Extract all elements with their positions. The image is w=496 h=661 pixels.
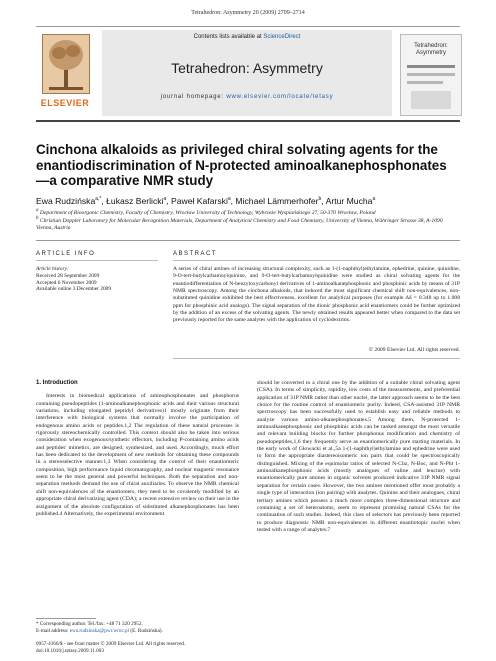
author-name[interactable]: Paweł Kafarski [171,196,228,206]
sciencedirect-link[interactable]: ScienceDirect [263,34,301,40]
author-name[interactable]: Artur Mucha [325,196,373,206]
abstract-text: A series of chiral amines of increasing structural complexity, such as 1-(1-naphthyl)ethylamine, ephedrine, quinine, quinidine, 9-O-tert-butylcarbamoylquinine, and 9-O-tert-butylcarbamoylquinidine were studied as chiral solvating agents for the enantiodifferentiation of N-benzyloxycarbonyl derivatives of 1-aminoalkanephosphonic and phosphinic acids by means of 31P NMR spectroscopy. Among the cinchona alkaloids, that induced the most significant chemical shift non-equivalences, non-substituted quinidine exhibited the best effectiveness, excellent for analytical purposes (for example Δδ = 0.348 up to 1.008 ppm for phosphinic acid analogs). The signal separation of the dionic phosphonic acid enantiomers could be further optimized by the addition of an excess of the solvating agents. The newly obtained results appeared better when compared to the data set previously reported for the same analytes with the application of cyclodextrins. [173,266,460,324]
author-affil-mark: a [163,196,167,203]
abstract-rule [173,260,460,261]
journal-cover-thumbnail [400,34,462,116]
cover-title: Tetrahedron: Asymmetry [414,43,448,56]
footnote-contact: * Corresponding author. Tel./fax: +48 71 320 2952. [36,621,143,627]
affiliation-mark: b [36,216,39,222]
article-info-heading: ARTICLE INFO [36,251,96,257]
article-title: Cinchona alkaloids as privileged chiral solvating agents for the enantiodiscrimination of N-protected aminoalkanephosphonates—a comparative NMR study [36,142,447,188]
article-history [36,266,158,293]
affiliation-mark: a [36,208,39,214]
author-affil-mark: a,* [95,196,102,203]
running-head: Tetrahedron: Asymmetry 20 (2009) 2709–2714 [191,10,305,16]
affiliation-b [36,218,460,232]
journal-title: Tetrahedron: Asymmetry [171,60,323,76]
section-divider [36,240,460,241]
cover-decoration [411,91,451,109]
affiliation-text: Department of Bioorganic Chemistry, Faculty of Chemistry, Wrocław University of Technology, Wybrzeże Wyspiańskiego 27, 50-370 Wrocław, Poland [39,210,376,216]
journal-masthead [36,26,460,124]
author-affil-mark: b [318,196,322,203]
contents-line [102,34,392,40]
author-affil-mark: a [372,196,376,203]
history-heading: Article history: [36,266,69,272]
email-suffix: (E. Rudzińska). [129,627,163,634]
author-email-link[interactable]: ewa.rudzinska@pwr.wroc.pl [69,627,130,634]
footnote-email-line [36,628,239,635]
author-name[interactable]: Łukasz Berlicki [106,196,164,206]
contents-box [102,30,392,116]
homepage-prefix: journal homepage: [160,94,227,100]
cover-decoration [407,73,455,76]
author-list: Ewa Rudzińska$^{a,*}$, Łukasz Berlicki$^a$, Paweł Kafarski$^a$, Michael Lämmerhofer$^b$, Artur Mucha$^a$ [36,196,376,206]
email-prefix: E-mail address: [36,627,70,634]
author-name[interactable]: Michael Lämmerhofer [235,196,319,206]
contents-prefix: Contents lists available at [193,34,264,40]
issn-line: 0957-4166/$ - see front matter © 2009 Elsevier Ltd. All rights reserved. [36,641,186,647]
publication-info [36,641,239,654]
history-accepted: Accepted 6 November 2009 [36,279,97,286]
abstract-heading: ABSTRACT [173,251,218,257]
doi-link[interactable]: doi:10.1016/j.tetasy.2009.11.003 [36,647,104,654]
footnote-rule [36,618,96,619]
masthead-top-rule [36,26,460,27]
introduction-paragraph: Interests in biomedical applications of aminophosphonates and phosphorus containing pseudopeptides (1-aminoalkanephosphonic acids and their various structural variations, including elongated peptidyl derivatives)1 mostly originate from their interference with biological systems that normally involve the participation of endogenous amino acids or peptides.1,2 The regulation of these natural processes is rigorously stereochemically controlled. This context should also be taken into serious consideration when exogenous/synthetic effectors, including P-containing amino acids and peptides' mimetics, are designed, synthesized, and used. Accordingly, much effort has been dedicated to the development of new methods for obtaining these compounds in a stereoselective manner.1,3 When considering the control of their enantiomeric composition, high performance liquid chromatography, and nuclear magnetic resonance seem to be the most general and powerful techniques. Both the separation and non-separation methods demand the use of chiral auxiliaries. To observe the NMR chemical shift non-equivalences of the enantiomers, they need to be covalently modified by an appropriate chiral derivatizing agent (CDA); a recent extensive review on their use in the assignment of the absolute configuration of substituted alkanephosphonates has been published.4 Alternatively, the experimental environment [36,393,239,517]
introduction-paragraph-continued: should be converted to a chiral one by the addition of a suitable chiral solvating agent (CSA). In terms of simplicity, rapidity, low costs of the measurements, and preferential application of 31P NMR rather than other nuclei, the latter approach seems to be the best choice for the routine control of enantiomeric purity. Indeed, CSA-assisted 31P NMR spectroscopy has been successfully used to establish easy and reliable methods to analyze various amino-alkanephosphonates.5 Among them, N-protected 1-aminoalkanephosphonic and phosphinic acids can be ranked amongst the most versatile and relevant building blocks for further phosphonus modification and chemistry of pseudopeptides,1,6 they frequently serve as enantiomerically pure starting materials. In the early work of Głowacki et al.,5a 1-(1-naphthyl)ethylamine and ephedrine were used to form the appropriate diastereoisomeric ion pairs that could be spectroscopically distinguished. Mixing of the equimolar ratios of selected N-Cbz, N-Boc, and N-Pht 1-aminoalkanephosphonic acids (mostly analogues of valine and leucine) with enantiomerically pure amines in organic solvents produced indicative 31P NMR signal separation for certain cases. However, the two amines mentioned offer most probably a single type of interaction (ion pairing) with analytes. Quinine and their analogues, chiral tertiary amines which possess a much more complex three-dimensional structure and containing a set of heteroatoms, seem to represent promising natural CSAs for the continuation of such studies. Indeed, this class of selectors has previously been reported to produce diagnostic NMR non-equivalences in different enantiotopic nuclei when tested with a range of analytes.7 [257,380,460,533]
history-online: Available online 3 December 2009 [36,286,112,293]
body-column-right [257,380,460,534]
masthead-bottom-rule [36,120,460,122]
author-name[interactable]: Ewa Rudzińska [36,196,96,206]
author-affil-mark: a [227,196,231,203]
affiliation-text: Christian Doppler Laboratory for Molecular Recognition Materials, Department of Analytical Chemistry and Food Chemistry, University of Vienna, Währinger Strasse 38, A-1090 Vienna, Austria [36,218,443,231]
elsevier-tree-icon [42,34,90,94]
cover-decoration [407,65,455,68]
corresponding-author-footnote [36,621,239,634]
elsevier-logo [36,34,94,114]
history-received: Received 28 September 2009 [36,272,100,279]
publisher-wordmark: ELSEVIER [40,98,90,108]
homepage-link[interactable]: www.elsevier.com/locate/tetasy [226,94,334,100]
abstract-bottom-rule [173,358,460,359]
abstract-copyright: © 2009 Elsevier Ltd. All rights reserved. [368,347,460,353]
journal-homepage [102,94,392,100]
cover-decoration [407,81,443,84]
article-info-rule [36,260,158,261]
introduction-heading: 1. Introduction [36,380,78,386]
body-column-left [36,380,239,518]
affiliation-a [36,210,460,217]
